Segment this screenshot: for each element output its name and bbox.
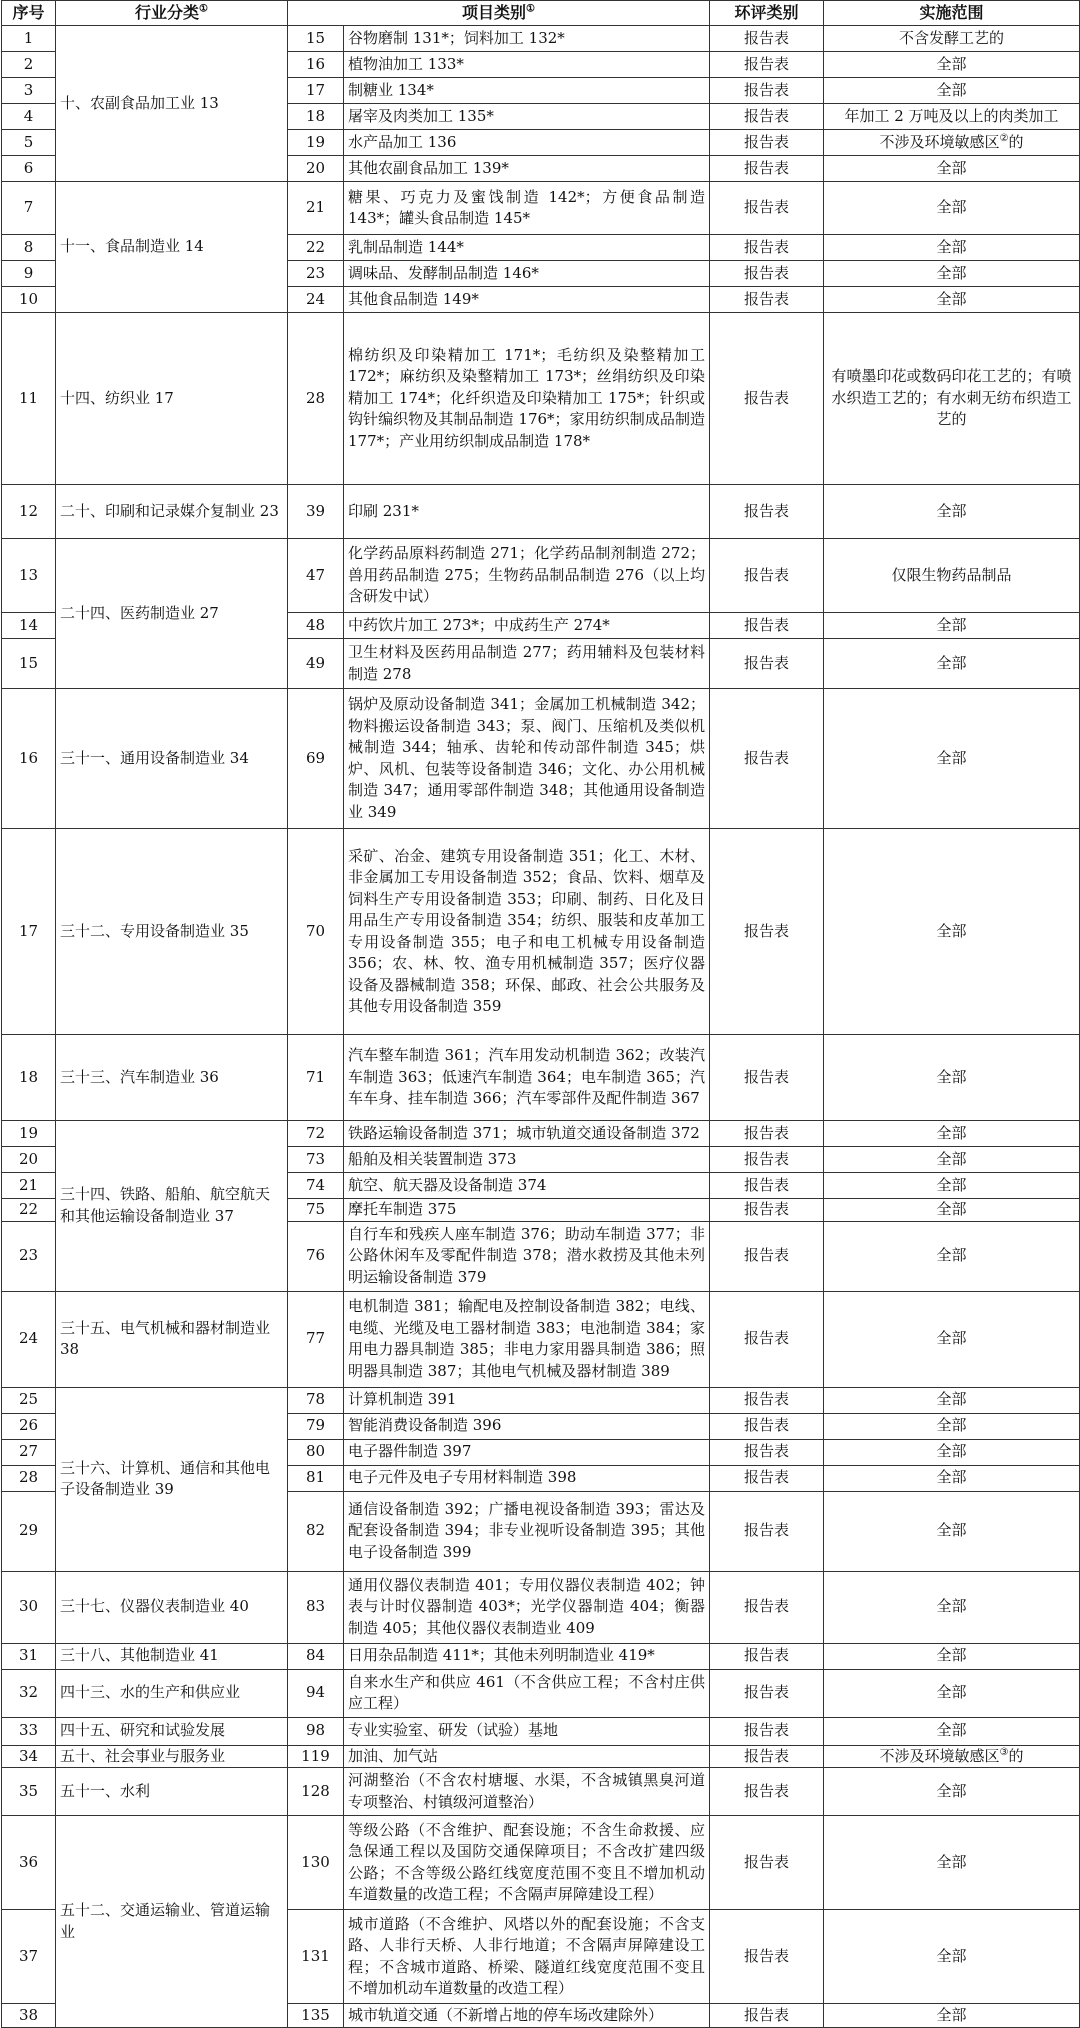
row-number: 30 — [2, 1571, 56, 1643]
project-code: 18 — [288, 104, 344, 130]
table-row — [2, 1387, 1080, 1413]
scope: 全部 — [824, 1439, 1080, 1465]
project-description: 调味品、发酵制品制造 146* — [344, 261, 710, 287]
project-description: 电子器件制造 397 — [344, 1439, 710, 1465]
scope: 全部 — [824, 1465, 1080, 1491]
industry-cell: 四十五、研究和试验发展 — [56, 1717, 288, 1745]
eia-category: 报告表 — [710, 1439, 824, 1465]
eia-category: 报告表 — [710, 1768, 824, 1816]
industry-cell: 五十二、交通运输业、管道运输业 — [56, 1816, 288, 2028]
project-description: 糖果、巧克力及蜜饯制造 142*；方便食品制造 143*；罐头食品制造 145* — [344, 182, 710, 235]
project-code: 76 — [288, 1221, 344, 1291]
scope: 全部 — [824, 1035, 1080, 1121]
table-row — [2, 689, 1080, 829]
row-number: 12 — [2, 485, 56, 539]
project-code: 94 — [288, 1669, 344, 1717]
project-code: 80 — [288, 1439, 344, 1465]
scope: 全部 — [824, 1768, 1080, 1816]
scope: 全部 — [824, 261, 1080, 287]
project-description: 电子元件及电子专用材料制造 398 — [344, 1465, 710, 1491]
row-number: 13 — [2, 539, 56, 613]
eia-category: 报告表 — [710, 287, 824, 313]
table-row — [2, 1669, 1080, 1717]
project-description: 电机制造 381；输配电及控制设备制造 382；电线、电缆、光缆及电工器材制造 383；电池制造 384；家用电力器具制造 385；非电力家用器具制造 386；照明器具制造 387；其他电气机械及器材制造 389 — [344, 1291, 710, 1387]
industry-cell: 三十四、铁路、船舶、航空航天和其他运输设备制造业 37 — [56, 1121, 288, 1292]
eia-category: 报告表 — [710, 485, 824, 539]
project-description: 印刷 231* — [344, 485, 710, 539]
industry-cell: 四十三、水的生产和供应业 — [56, 1669, 288, 1717]
project-code: 20 — [288, 156, 344, 182]
scope: 全部 — [824, 1199, 1080, 1222]
project-code: 22 — [288, 235, 344, 261]
eia-category: 报告表 — [710, 1491, 824, 1571]
project-code: 71 — [288, 1035, 344, 1121]
row-number: 36 — [2, 1816, 56, 1910]
eia-category: 报告表 — [710, 313, 824, 485]
scope: 全部 — [824, 1816, 1080, 1910]
row-number: 8 — [2, 235, 56, 261]
eia-category: 报告表 — [710, 1643, 824, 1669]
row-number: 26 — [2, 1413, 56, 1439]
table-row — [2, 1643, 1080, 1669]
row-number: 16 — [2, 689, 56, 829]
industry-cell: 三十一、通用设备制造业 34 — [56, 689, 288, 829]
row-number: 2 — [2, 52, 56, 78]
row-number: 3 — [2, 78, 56, 104]
row-number: 22 — [2, 1199, 56, 1222]
row-number: 17 — [2, 829, 56, 1035]
industry-cell: 二十四、医药制造业 27 — [56, 539, 288, 689]
eia-category: 报告表 — [710, 613, 824, 639]
project-description: 谷物磨制 131*；饲料加工 132* — [344, 26, 710, 52]
project-code: 15 — [288, 26, 344, 52]
eia-category: 报告表 — [710, 1413, 824, 1439]
project-description: 中药饮片加工 273*；中成药生产 274* — [344, 613, 710, 639]
project-code: 39 — [288, 485, 344, 539]
project-description: 屠宰及肉类加工 135* — [344, 104, 710, 130]
eia-category: 报告表 — [710, 2004, 824, 2028]
row-number: 23 — [2, 1221, 56, 1291]
scope-tail: 的 — [1008, 132, 1024, 151]
header-project-category-label: 项目类别 — [462, 3, 527, 23]
eia-category: 报告表 — [710, 235, 824, 261]
eia-category: 报告表 — [710, 1147, 824, 1173]
row-number: 19 — [2, 1121, 56, 1147]
row-number: 14 — [2, 613, 56, 639]
project-code: 48 — [288, 613, 344, 639]
industry-cell: 二十、印刷和记录媒介复制业 23 — [56, 485, 288, 539]
table-row — [2, 182, 1080, 235]
eia-category: 报告表 — [710, 1221, 824, 1291]
eia-catalog-table — [1, 0, 1080, 2028]
project-description: 通信设备制造 392；广播电视设备制造 393；雷达及配套设备制造 394；非专业视听设备制造 395；其他电子设备制造 399 — [344, 1491, 710, 1571]
industry-cell: 三十五、电气机械和器材制造业 38 — [56, 1291, 288, 1387]
table-row — [2, 1121, 1080, 1147]
project-description: 计算机制造 391 — [344, 1387, 710, 1413]
project-description: 植物油加工 133* — [344, 52, 710, 78]
industry-cell: 三十七、仪器仪表制造业 40 — [56, 1571, 288, 1643]
table-row — [2, 1768, 1080, 1816]
project-description: 自来水生产和供应 461（不含供应工程；不含村庄供应工程） — [344, 1669, 710, 1717]
scope: 全部 — [824, 1669, 1080, 1717]
project-code: 16 — [288, 52, 344, 78]
header-industry-footnote: ① — [199, 3, 208, 15]
scope-text: 不涉及环境敏感区 — [879, 1746, 1000, 1765]
project-code: 21 — [288, 182, 344, 235]
project-code: 49 — [288, 639, 344, 689]
row-number: 29 — [2, 1491, 56, 1571]
project-code: 128 — [288, 1768, 344, 1816]
eia-category: 报告表 — [710, 78, 824, 104]
project-description: 其他农副食品加工 139* — [344, 156, 710, 182]
eia-category: 报告表 — [710, 1717, 824, 1745]
scope-footnote: ② — [999, 132, 1009, 144]
row-number: 1 — [2, 26, 56, 52]
project-code: 72 — [288, 1121, 344, 1147]
eia-category: 报告表 — [710, 539, 824, 613]
project-code: 24 — [288, 287, 344, 313]
project-description: 航空、航天器及设备制造 374 — [344, 1173, 710, 1199]
header-no-label: 序号 — [12, 3, 45, 23]
scope: 全部 — [824, 829, 1080, 1035]
eia-category: 报告表 — [710, 26, 824, 52]
project-code: 81 — [288, 1465, 344, 1491]
header-industry-label: 行业分类 — [135, 3, 200, 23]
project-description: 等级公路（不含维护、配套设施；不含生命救援、应急保通工程以及国防交通保障项目；不含改扩建四级公路；不含等级公路红线宽度范围不变且不增加机动车道数量的改造工程；不含隔声屏障建设工程） — [344, 1816, 710, 1910]
project-code: 77 — [288, 1291, 344, 1387]
scope: 有喷墨印花或数码印花工艺的；有喷水织造工艺的；有水刺无纺布织造工艺的 — [824, 313, 1080, 485]
project-description: 卫生材料及医药用品制造 277；药用辅料及包装材料制造 278 — [344, 639, 710, 689]
eia-category: 报告表 — [710, 639, 824, 689]
eia-category: 报告表 — [710, 156, 824, 182]
scope: 不含发酵工艺的 — [824, 26, 1080, 52]
project-code: 131 — [288, 1910, 344, 2004]
project-description: 城市道路（不含维护、风塔以外的配套设施；不含支路、人非行天桥、人非行地道；不含隔声屏障建设工程；不含城市道路、桥梁、隧道红线宽度范围不变且不增加机动车道数量的改造工程） — [344, 1910, 710, 2004]
project-description: 日用杂品制造 411*；其他未列明制造业 419* — [344, 1643, 710, 1669]
header-eia-category — [710, 1, 824, 26]
project-code: 83 — [288, 1571, 344, 1643]
industry-cell: 三十三、汽车制造业 36 — [56, 1035, 288, 1121]
industry-cell: 十、农副食品加工业 13 — [56, 26, 288, 182]
row-number: 10 — [2, 287, 56, 313]
eia-category: 报告表 — [710, 1173, 824, 1199]
project-code: 82 — [288, 1491, 344, 1571]
row-number: 25 — [2, 1387, 56, 1413]
row-number: 21 — [2, 1173, 56, 1199]
row-number: 18 — [2, 1035, 56, 1121]
project-code: 119 — [288, 1745, 344, 1768]
row-number: 4 — [2, 104, 56, 130]
scope-text: 不涉及环境敏感区 — [879, 132, 1000, 151]
scope: 全部 — [824, 1291, 1080, 1387]
eia-category: 报告表 — [710, 1571, 824, 1643]
eia-category: 报告表 — [710, 130, 824, 156]
industry-cell: 十四、纺织业 17 — [56, 313, 288, 485]
header-project-category — [288, 1, 710, 26]
project-code: 84 — [288, 1643, 344, 1669]
row-number: 24 — [2, 1291, 56, 1387]
header-scope — [824, 1, 1080, 26]
row-number: 27 — [2, 1439, 56, 1465]
project-code: 74 — [288, 1173, 344, 1199]
scope: 全部 — [824, 78, 1080, 104]
table-row — [2, 1816, 1080, 1910]
header-scope-label: 实施范围 — [919, 3, 984, 23]
table-row — [2, 26, 1080, 52]
table-row — [2, 313, 1080, 485]
row-number: 37 — [2, 1910, 56, 2004]
scope: 全部 — [824, 1121, 1080, 1147]
project-description: 船舶及相关装置制造 373 — [344, 1147, 710, 1173]
project-description: 专业实验室、研发（试验）基地 — [344, 1717, 710, 1745]
table-row — [2, 1035, 1080, 1121]
table-row — [2, 829, 1080, 1035]
row-number: 7 — [2, 182, 56, 235]
project-code: 28 — [288, 313, 344, 485]
scope: 全部 — [824, 689, 1080, 829]
industry-cell: 五十、社会事业与服务业 — [56, 1745, 288, 1768]
eia-category: 报告表 — [710, 182, 824, 235]
row-number: 35 — [2, 1768, 56, 1816]
eia-category: 报告表 — [710, 689, 824, 829]
scope: 全部 — [824, 182, 1080, 235]
project-description: 锅炉及原动设备制造 341；金属加工机械制造 342；物料搬运设备制造 343；泵、阀门、压缩机及类似机械制造 344；轴承、齿轮和传动部件制造 345；烘炉、风机、包装等设备制造 346；文化、办公用机械制造 347；通用零部件制造 348；其他通用设备制造业 349 — [344, 689, 710, 829]
project-description: 化学药品原料药制造 271；化学药品制剂制造 272；兽用药品制造 275；生物药品制品制造 276（以上均含研发中试） — [344, 539, 710, 613]
eia-category: 报告表 — [710, 261, 824, 287]
scope: 全部 — [824, 1491, 1080, 1571]
eia-category: 报告表 — [710, 1669, 824, 1717]
eia-category: 报告表 — [710, 52, 824, 78]
project-description: 河湖整治（不含农村塘堰、水渠，不含城镇黑臭河道专项整治、村镇级河道整治） — [344, 1768, 710, 1816]
scope — [824, 1745, 1080, 1768]
project-description: 汽车整车制造 361；汽车用发动机制造 362；改装汽车制造 363；低速汽车制造 364；电车制造 365；汽车车身、挂车制造 366；汽车零部件及配件制造 367 — [344, 1035, 710, 1121]
eia-category: 报告表 — [710, 829, 824, 1035]
scope: 全部 — [824, 2004, 1080, 2028]
scope: 全部 — [824, 485, 1080, 539]
project-code: 70 — [288, 829, 344, 1035]
project-code: 130 — [288, 1816, 344, 1910]
row-number: 31 — [2, 1643, 56, 1669]
row-number: 28 — [2, 1465, 56, 1491]
project-code: 79 — [288, 1413, 344, 1439]
project-description: 水产品加工 136 — [344, 130, 710, 156]
scope: 全部 — [824, 1910, 1080, 2004]
scope: 仅限生物药品制品 — [824, 539, 1080, 613]
scope: 全部 — [824, 639, 1080, 689]
scope: 全部 — [824, 1717, 1080, 1745]
table-row — [2, 1571, 1080, 1643]
row-number: 5 — [2, 130, 56, 156]
scope: 全部 — [824, 156, 1080, 182]
eia-category: 报告表 — [710, 1910, 824, 2004]
project-description: 自行车和残疾人座车制造 376；助动车制造 377；非公路休闲车及零配件制造 378；潜水救捞及其他未列明运输设备制造 379 — [344, 1221, 710, 1291]
header-industry — [56, 1, 288, 26]
header-project-category-footnote: ① — [526, 3, 535, 15]
industry-cell: 五十一、水利 — [56, 1768, 288, 1816]
project-description: 智能消费设备制造 396 — [344, 1413, 710, 1439]
scope: 全部 — [824, 52, 1080, 78]
project-code: 98 — [288, 1717, 344, 1745]
project-description: 摩托车制造 375 — [344, 1199, 710, 1222]
eia-category: 报告表 — [710, 104, 824, 130]
eia-category: 报告表 — [710, 1291, 824, 1387]
header-no — [2, 1, 56, 26]
project-code: 47 — [288, 539, 344, 613]
scope: 全部 — [824, 1173, 1080, 1199]
industry-cell: 三十二、专用设备制造业 35 — [56, 829, 288, 1035]
table-row — [2, 1291, 1080, 1387]
row-number: 11 — [2, 313, 56, 485]
table-row — [2, 1745, 1080, 1768]
row-number: 33 — [2, 1717, 56, 1745]
project-description: 其他食品制造 149* — [344, 287, 710, 313]
row-number: 9 — [2, 261, 56, 287]
table-row — [2, 539, 1080, 613]
row-number: 34 — [2, 1745, 56, 1768]
table-row — [2, 1717, 1080, 1745]
project-code: 78 — [288, 1387, 344, 1413]
project-code: 69 — [288, 689, 344, 829]
scope: 全部 — [824, 1387, 1080, 1413]
scope: 年加工 2 万吨及以上的肉类加工 — [824, 104, 1080, 130]
scope: 全部 — [824, 235, 1080, 261]
scope: 全部 — [824, 613, 1080, 639]
row-number: 38 — [2, 2004, 56, 2028]
project-code: 75 — [288, 1199, 344, 1222]
project-description: 城市轨道交通（不新增占地的停车场改建除外） — [344, 2004, 710, 2028]
eia-category: 报告表 — [710, 1465, 824, 1491]
scope: 全部 — [824, 1571, 1080, 1643]
project-code: 73 — [288, 1147, 344, 1173]
eia-category: 报告表 — [710, 1745, 824, 1768]
scope: 全部 — [824, 287, 1080, 313]
project-code: 23 — [288, 261, 344, 287]
row-number: 6 — [2, 156, 56, 182]
project-description: 棉纺织及印染精加工 171*；毛纺织及染整精加工 172*；麻纺织及染整精加工 173*；丝绢纺织及印染精加工 174*；化纤织造及印染精加工 175*；针织或钩针编织物及其制品制造 176*；家用纺织制成品制造 177*；产业用纺织制成品制造 178* — [344, 313, 710, 485]
project-code: 17 — [288, 78, 344, 104]
row-number: 20 — [2, 1147, 56, 1173]
project-description: 采矿、冶金、建筑专用设备制造 351；化工、木材、非金属加工专用设备制造 352；食品、饮料、烟草及饲料生产专用设备制造 353；印刷、制药、日化及日用品生产专用设备制造 354；纺织、服装和皮革加工专用设备制造 355；电子和电工机械专用设备制造 356；农、林、牧、渔专用机械制造 357；医疗仪器设备及器械制造 358；环保、邮政、社会公共服务及其他专用设备制造 359 — [344, 829, 710, 1035]
industry-cell: 三十六、计算机、通信和其他电子设备制造业 39 — [56, 1387, 288, 1571]
project-description: 通用仪器仪表制造 401；专用仪器仪表制造 402；钟表与计时仪器制造 403*；光学仪器制造 404；衡器制造 405；其他仪器仪表制造业 409 — [344, 1571, 710, 1643]
row-number: 32 — [2, 1669, 56, 1717]
industry-cell: 三十八、其他制造业 41 — [56, 1643, 288, 1669]
table-row — [2, 485, 1080, 539]
industry-cell: 十一、食品制造业 14 — [56, 182, 288, 313]
row-number: 15 — [2, 639, 56, 689]
scope-footnote: ③ — [999, 1746, 1009, 1758]
eia-category: 报告表 — [710, 1035, 824, 1121]
header-row — [2, 1, 1080, 26]
project-description: 乳制品制造 144* — [344, 235, 710, 261]
project-description: 铁路运输设备制造 371；城市轨道交通设备制造 372 — [344, 1121, 710, 1147]
project-description: 制糖业 134* — [344, 78, 710, 104]
scope — [824, 130, 1080, 156]
scope-tail: 的 — [1008, 1746, 1024, 1765]
eia-category: 报告表 — [710, 1199, 824, 1222]
project-description: 加油、加气站 — [344, 1745, 710, 1768]
scope: 全部 — [824, 1413, 1080, 1439]
project-code: 135 — [288, 2004, 344, 2028]
header-eia-category-label: 环评类别 — [734, 3, 799, 23]
eia-category: 报告表 — [710, 1121, 824, 1147]
project-code: 19 — [288, 130, 344, 156]
scope: 全部 — [824, 1147, 1080, 1173]
eia-category: 报告表 — [710, 1387, 824, 1413]
scope: 全部 — [824, 1221, 1080, 1291]
eia-category: 报告表 — [710, 1816, 824, 1910]
scope: 全部 — [824, 1643, 1080, 1669]
